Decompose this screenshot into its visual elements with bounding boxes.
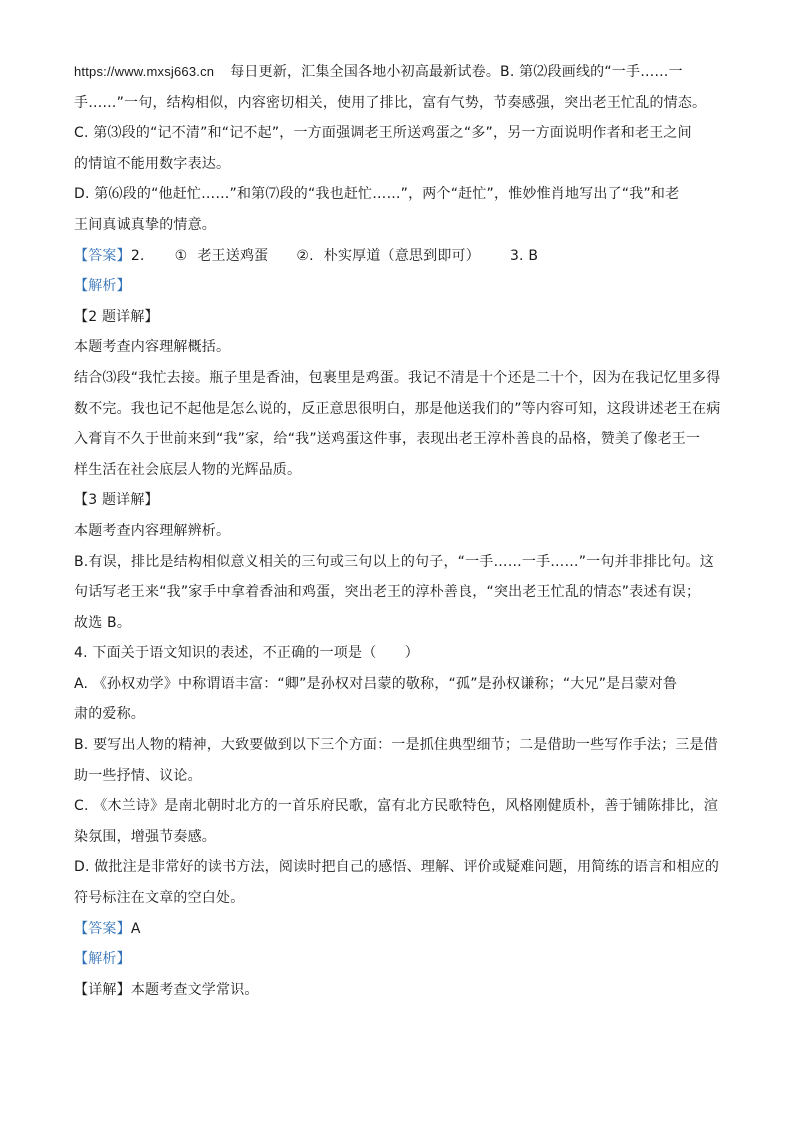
header-line bbox=[74, 62, 724, 82]
text-line: B.有误，排比是结构相似意义相关的三句或三句以上的句子，“一手……一手……”一句并非排比句。这 bbox=[74, 553, 714, 570]
option-c-line: C. 第⑶段的“记不清”和“记不起”，一方面强调老王所送鸡蛋之“多”，另一方面说明作者和老王之间 bbox=[74, 125, 692, 142]
answer-line bbox=[74, 919, 724, 939]
text-line: 染氛围，增强节奏感。 bbox=[74, 828, 216, 845]
answer-text-3: 3. B bbox=[509, 247, 539, 264]
answer-label: 【答案】 bbox=[74, 920, 131, 937]
text-line: 句话写老王来“我”家手中拿着香油和鸡蛋，突出老王的淳朴善良，“突出老王忙乱的情态”表述有误； bbox=[74, 584, 701, 601]
answer-label: 【答案】 bbox=[74, 247, 131, 264]
detail-line bbox=[74, 980, 724, 1000]
text-line: 本题考查内容理解概括。 bbox=[74, 339, 231, 356]
text-line: 故选 B。 bbox=[74, 614, 132, 631]
detail-text: 本题考查文学常识。 bbox=[130, 981, 259, 998]
detail-2-heading: 【2 题详解】 bbox=[74, 308, 159, 325]
text-line: 王间真诚真挚的情意。 bbox=[74, 216, 216, 233]
text-line: 结合⑶段“我忙去接。瓶子里是香油，包裹里是鸡蛋。我记不清是十个还是二十个，因为在我记忆里多得 bbox=[74, 369, 721, 386]
option-b-line: B. 要写出人物的精神，大致要做到以下三个方面：一是抓住典型细节；二是借助一些写作手法；三是借 bbox=[74, 737, 718, 754]
circle-two: ②. bbox=[296, 247, 314, 264]
detail-heading: 【详解】 bbox=[74, 981, 131, 998]
text-line: 入膏肓不久于世前来到“我”家，给“我”送鸡蛋这件事，表现出老王淳朴善良的品格，赞美了像老王一 bbox=[74, 431, 701, 448]
text-line: 手……”一句，结构相似，内容密切相关，使用了排比，富有气势，节奏感强，突出老王忙乱的情态。 bbox=[74, 94, 707, 111]
text-line: 符号标注在文章的空白处。 bbox=[74, 890, 245, 907]
text-line: 样生活在社会底层人物的光辉品质。 bbox=[74, 461, 302, 478]
answer-line bbox=[74, 246, 724, 266]
answer-text-2: 朴实厚道（意思到即可） bbox=[323, 247, 480, 264]
answer-text-1: 老王送鸡蛋 bbox=[197, 247, 269, 264]
answer-num: 2. bbox=[130, 247, 145, 264]
circle-one: ① bbox=[174, 247, 188, 264]
text-line: 本题考查内容理解辨析。 bbox=[74, 522, 231, 539]
text-line: 的情谊不能用数字表达。 bbox=[74, 155, 231, 172]
answer-value: A bbox=[130, 920, 141, 937]
detail-3-heading: 【3 题详解】 bbox=[74, 492, 159, 509]
text-line: 助一些抒情、议论。 bbox=[74, 767, 202, 784]
header-note: 每日更新，汇集全国各地小初高最新试卷。B. 第⑵段画线的“一手……一 bbox=[230, 64, 683, 80]
source-url[interactable]: https://www.mxsj663.cn bbox=[74, 64, 215, 79]
document-page bbox=[74, 62, 724, 1010]
text-line: 肃的爱称。 bbox=[74, 706, 145, 723]
option-d-line: D. 第⑹段的“他赶忙……”和第⑺段的“我也赶忙……”，两个“赶忙”，惟妙惟肖地写出了“我”和老 bbox=[74, 186, 680, 203]
option-a-line: A. 《孙权劝学》中称谓语丰富：“卿”是孙权对吕蒙的敬称，“孤”是孙权谦称；“大兄”是吕蒙对鲁 bbox=[74, 675, 678, 692]
option-d-line: D. 做批注是非常好的读书方法，阅读时把自己的感悟、理解、评价或疑难问题，用简练的语言和相应的 bbox=[74, 859, 720, 876]
option-c-line: C. 《木兰诗》是南北朝时北方的一首乐府民歌，富有北方民歌特色，风格刚健质朴，善于铺陈排比，渲 bbox=[74, 798, 719, 815]
text-line: 数不完。我也记不起他是怎么说的，反正意思很明白，那是他送我们的”等内容可知，这段讲述老王在病 bbox=[74, 400, 721, 417]
question-4-stem: 4. 下面关于语文知识的表述，不正确的一项是（ ） bbox=[74, 645, 420, 662]
analysis-label: 【解析】 bbox=[74, 278, 131, 295]
analysis-label: 【解析】 bbox=[74, 951, 131, 968]
